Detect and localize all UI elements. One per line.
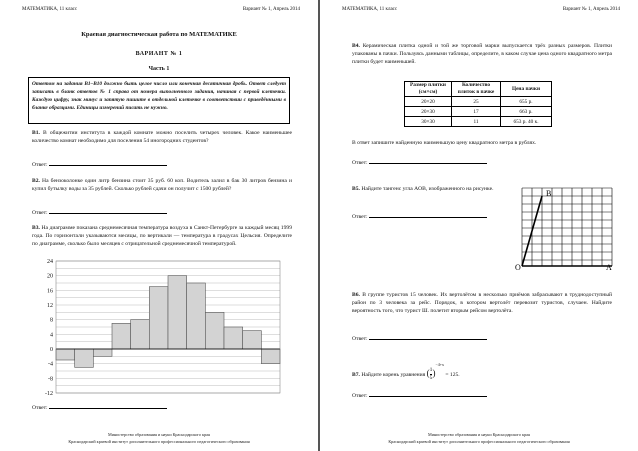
task-b3 <box>32 224 292 248</box>
table-header-cell: Размер плитки (см×см) <box>405 82 452 97</box>
task-b3-text: На диаграмме показана среднемесячная температура воздуха в Санкт-Петербурге за каждый месяц 1999 года. По горизонтали указываются месяцы, по вертикали — температура в градусах Цельсия. Определите по диаграмме, сколько было месяцев с отрицательной среднемесячной температурой. <box>32 225 292 247</box>
right-page-footer <box>320 431 638 445</box>
bar-month-5 <box>131 320 150 349</box>
answer-label: Ответ: <box>32 405 48 411</box>
table-cell: 20×30 <box>405 107 452 117</box>
table-header-row <box>405 82 552 97</box>
answer-b6 <box>352 334 487 342</box>
point-a-label: A <box>606 263 612 272</box>
variant-heading: ВАРИАНТ № 1 <box>135 51 183 57</box>
task-b1 <box>32 129 292 145</box>
table-cell: 30×30 <box>405 117 452 127</box>
table-row <box>405 107 552 117</box>
table-cell: 653 р. 40 к. <box>501 117 552 127</box>
answer-label: Ответ: <box>32 162 48 168</box>
answer-line <box>49 403 167 409</box>
point-b-label: B <box>546 189 552 198</box>
task-b7-text: Найдите корень уравнения <box>361 372 426 378</box>
footer-ministry: Министерство образования и науки Краснодарского края <box>428 432 530 437</box>
task-b4-text: Керамическая плитка одной и той же торговой марки выпускается трёх разных размеров. Плитки упакованы в пачки. Пользуясь данными таблицы, определите, в каком случае цена одного квадратного метра плитки будет наименьшей. <box>352 43 612 65</box>
task-b6-id: В6. <box>352 292 360 298</box>
answer-b2 <box>32 208 167 216</box>
answer-b7 <box>352 391 487 399</box>
answer-label: Ответ: <box>352 214 368 220</box>
exponent: −4+x <box>435 362 444 367</box>
fraction-numerator: 1 <box>429 367 433 374</box>
left-page-footer <box>0 431 318 445</box>
subject-label: МАТЕМАТИКА, 11 класс <box>342 7 398 12</box>
document-title: Краевая диагностическая работа по МАТЕМАТИКЕ <box>81 31 237 38</box>
y-tick-label: -4 <box>48 361 53 368</box>
answer-b1 <box>32 160 167 168</box>
footer-institute: Краснодарский краевой институт дополнительного профессионального педагогического образования <box>388 439 570 444</box>
table-header-cell: Цена пачки <box>501 82 552 97</box>
task-b5-id: В5. <box>352 186 360 192</box>
footer-institute: Краснодарский краевой институт дополнительного профессионального педагогического образования <box>68 439 250 444</box>
y-tick-label: 16 <box>47 288 53 295</box>
table-cell: 17 <box>452 107 501 117</box>
task-b4-instruction: В ответ запишите найденную наименьшую цену квадратного метра в рублях. <box>352 140 537 146</box>
variant-date-label: Вариант № 1, Апрель 2014 <box>562 7 620 12</box>
task-b5-text: Найдите тангенс угла AOB, изображенного на рисунке. <box>361 186 494 192</box>
bar-month-2 <box>75 349 94 367</box>
bar-month-1 <box>56 349 75 360</box>
task-b6-text: В группе туристов 15 человек. Их вертолётом в несколько приёмов забрасывают в труднодоступный район по 3 человека за рейс. Порядок, в котором вертолёт перевозит туристов, случаен. Найдите вероятность того, что турист Ш. полетит вторым рейсом вертолёта. <box>352 292 612 314</box>
bar-month-11 <box>243 331 262 349</box>
bar-month-9 <box>205 312 224 349</box>
angle-grid-figure <box>516 186 616 272</box>
left-page <box>0 0 318 451</box>
y-tick-label: 8 <box>50 317 53 324</box>
table-cell: 20×20 <box>405 97 452 107</box>
table-row <box>405 117 552 127</box>
variant-date-label: Вариант № 1, Апрель 2014 <box>242 7 300 12</box>
task-b3-id: В3. <box>32 225 40 231</box>
y-tick-label: 4 <box>50 332 53 339</box>
footer-ministry: Министерство образования и науки Краснодарского края <box>108 432 210 437</box>
table-row <box>405 97 552 107</box>
left-page-header <box>22 7 300 17</box>
bar-month-3 <box>93 349 112 356</box>
answer-b4 <box>352 158 487 166</box>
table-cell: 25 <box>452 97 501 107</box>
task-b5 <box>352 185 502 193</box>
task-b2-text: На бензоколонке один литр бензина стоит 35 руб. 60 коп. Водитель залил в бак 30 литров бензина и купил бутылку воды за 35 рублей. Сколько рублей сдачи он получит с 1500 рублей? <box>32 178 292 192</box>
subject-label: МАТЕМАТИКА, 11 класс <box>22 7 78 12</box>
part-heading: Часть 1 <box>148 66 170 72</box>
equation-rhs: = 125. <box>445 372 460 378</box>
table-cell: 663 р. <box>501 107 552 117</box>
table-header-cell: Количество плиток в пачке <box>452 82 501 97</box>
answer-line <box>369 334 487 340</box>
answer-line <box>369 212 487 218</box>
y-tick-label: -8 <box>48 376 53 383</box>
task-b1-id: В1. <box>32 130 40 136</box>
bar-month-10 <box>224 327 243 349</box>
bar-month-4 <box>112 323 131 349</box>
answer-b5 <box>352 212 487 220</box>
task-b7 <box>352 360 612 382</box>
paren-close: ) <box>432 368 436 378</box>
paren-open: ( <box>426 368 430 378</box>
right-page-header <box>342 7 620 17</box>
y-tick-label: -12 <box>45 391 53 397</box>
table-cell: 655 р. <box>501 97 552 107</box>
answer-line <box>369 391 487 397</box>
y-tick-label: 12 <box>47 303 53 309</box>
task-b2-id: В2. <box>32 178 40 184</box>
answer-label: Ответ: <box>352 336 368 342</box>
task-b6 <box>352 291 612 315</box>
answer-label: Ответ: <box>352 393 368 399</box>
answer-line <box>49 160 167 166</box>
y-tick-label: 20 <box>47 273 53 280</box>
task-b2 <box>32 177 292 193</box>
task-b4-id: В4. <box>352 43 360 49</box>
bar-month-6 <box>149 287 168 349</box>
answer-b3 <box>32 403 167 411</box>
temperature-bar-chart <box>32 257 284 397</box>
point-o-label: O <box>515 263 521 272</box>
task-b4 <box>352 42 612 66</box>
task-b7-id: В7. <box>352 372 360 378</box>
fraction-denominator: 5 <box>429 375 433 382</box>
tile-price-table <box>404 81 552 127</box>
y-tick-label: 0 <box>50 347 53 353</box>
right-page <box>320 0 638 451</box>
bar-month-12 <box>261 349 280 364</box>
y-tick-label: 24 <box>47 259 53 265</box>
instructions-box: Ответом на задания В1–В10 должно быть целое число или конечная десятичная дробь. Ответ следует записать в бланк ответов № 1 справа от номера выполненного задания, начиная с первой клеточки. Каждую цифру, знак минус и запятую пишите в отдельной клеточке в соответствии с приведёнными в бланке образцами. Единицы измерений писать не нужно. <box>28 77 290 124</box>
answer-label: Ответ: <box>32 210 48 216</box>
bar-month-8 <box>187 283 206 349</box>
task-b1-text: В общежитии института в каждой комнате можно поселить четырех человек. Какое наименьшее количество комнат необходимо для поселения 54 иногородних студентов? <box>32 130 292 144</box>
answer-label: Ответ: <box>352 160 368 166</box>
grid-lines <box>522 188 612 266</box>
answer-line <box>49 208 167 214</box>
bar-month-7 <box>168 276 187 349</box>
answer-line <box>369 158 487 164</box>
table-cell: 11 <box>452 117 501 127</box>
